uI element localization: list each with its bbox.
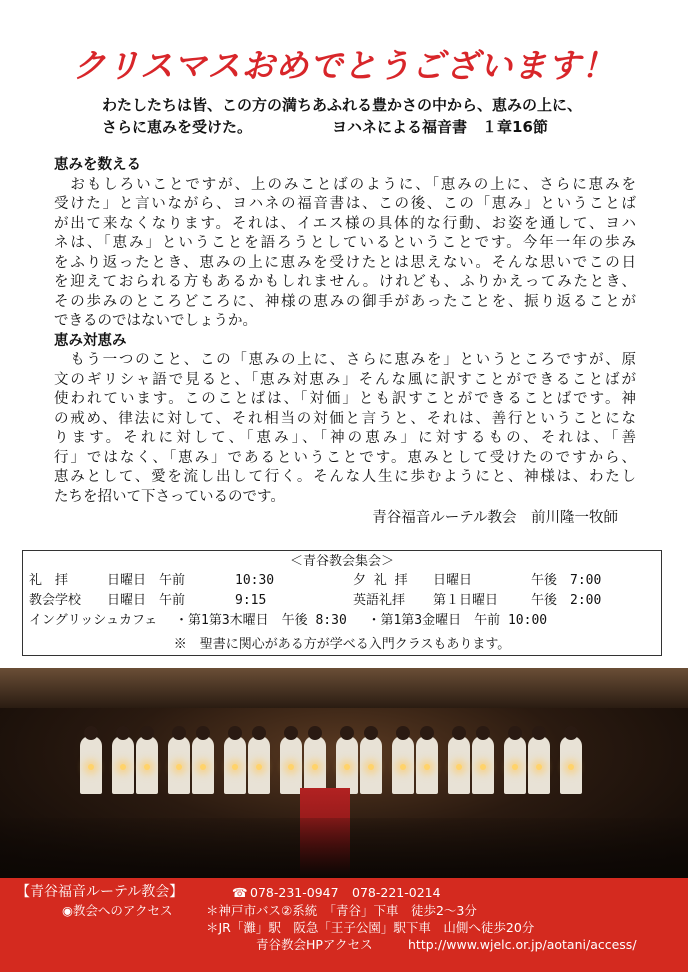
meeting-name: 教会学校 [29, 593, 82, 608]
singer-head [564, 726, 578, 740]
paragraph-line: をふり返ったとき、恵みの上に恵みを受けたとは思えない。そんな思いでこの日 [54, 254, 636, 271]
paragraph-line: の戒め、律法に対して、それ相当の対価と言うと、それは、善行ということにな [54, 410, 636, 427]
meeting-time: 9:15 [235, 593, 267, 608]
singer-head [396, 726, 410, 740]
candle-light [536, 764, 542, 770]
singer-head [228, 726, 242, 740]
paragraph-line: 使われています。このことばは、「対価」とも訳すことができることばです。神 [54, 391, 636, 407]
candle-light [256, 764, 262, 770]
singer-head [116, 726, 130, 740]
candle-light [120, 764, 126, 770]
paragraph-line: 恵みとして、愛を流し出して行く。そんな人生に歩むようにと、神様は、わたし [54, 469, 636, 485]
access-label: ◉教会へのアクセス [62, 903, 173, 918]
paragraph-line: を迎えておられる方もあるかもしれません。けれども、ふりかえってみたとき、 [54, 274, 636, 290]
singer-head [364, 726, 378, 740]
sermon-article [54, 156, 636, 529]
paragraph-line: おもしろいことですが、上のみことばのように、「恵みの上に、さらに恵みを [54, 176, 636, 193]
schedule-header: ＜青谷教会集会＞ [289, 554, 394, 569]
paragraph-line: ります。それに対して、「恵み」、「神の恵み」に対するもの、それは、「善 [54, 430, 636, 446]
choir-photo [0, 668, 688, 878]
paragraph-line: その歩みのところどころに、神様の恵みの御手があったことを、振り返ることが [54, 293, 636, 310]
schedule-row [29, 572, 601, 590]
schedule-row [29, 612, 547, 630]
schedule-note: ※ 聖書に関心がある方が学べる入門クラスもあります。 [173, 637, 511, 652]
singer-head [476, 726, 490, 740]
meeting-day: 日曜日 午前 [107, 593, 186, 608]
meeting-day: 日曜日 午前 [107, 573, 186, 588]
candle-light [200, 764, 206, 770]
section-heading-1: 恵みを数える [54, 157, 141, 173]
meeting-day: ・第1第3木曜日 午後 [175, 613, 308, 628]
singer-head [140, 726, 154, 740]
candle-light [568, 764, 574, 770]
candle-light [480, 764, 486, 770]
signature: 青谷福音ルーテル教会 前川隆一牧師 [372, 510, 618, 526]
meeting-day: ・第1第3金曜日 午前 [367, 613, 501, 628]
paragraph-line: 受けた」と言いながら、ヨハネの福音書は、この後、この「恵み」ということば [54, 196, 636, 212]
candle-light [232, 764, 238, 770]
candle-light [288, 764, 294, 770]
meeting-name: 礼 拝 [29, 573, 69, 588]
paragraph-1 [54, 176, 636, 332]
photo-ceiling [0, 668, 688, 708]
phone-number-1: 078-231-0947 [250, 885, 339, 900]
meeting-time: 午後 2:00 [531, 593, 602, 608]
verse-line-1: わたしたちは皆、この方の満ちあふれる豊かさの中から、恵みの上に、 [102, 96, 583, 114]
candle-light [368, 764, 374, 770]
bus-directions: ＊神戸市バス②系統 「青谷」下車 徒歩2～3分 [206, 903, 477, 918]
singer-head [420, 726, 434, 740]
candle-light [144, 764, 150, 770]
candle-light [400, 764, 406, 770]
candle-light [512, 764, 518, 770]
meeting-day: 第１日曜日 [433, 593, 499, 608]
paragraph-line: たちを招いて下さっているのです。 [54, 488, 285, 505]
schedule-row [29, 592, 601, 610]
candle-light [456, 764, 462, 770]
phone-icon: ☎ [232, 885, 248, 900]
paragraph-line: できるのではないでしょうか。 [54, 313, 257, 329]
photo-pews [0, 818, 688, 878]
candle-light [88, 764, 94, 770]
meeting-time: 午後 7:00 [531, 573, 602, 588]
meeting-time: 10:00 [507, 613, 548, 628]
verse-reference: ヨハネによる福音書 １章16節 [332, 118, 548, 136]
candle-light [312, 764, 318, 770]
meeting-day: 日曜日 [433, 573, 473, 588]
meeting-name: 英語礼拝 [353, 593, 406, 608]
paragraph-line: もう一つのこと、この「恵みの上に、さらに恵みを」というところですが、原 [54, 352, 636, 368]
meeting-name: 夕 礼 拝 [353, 573, 408, 588]
page-title: クリスマスおめでとうございます！ [72, 46, 616, 85]
paragraph-line: 文のギリシャ語で見ると、「恵み対恵み」そんな風に訳すことができることばが [54, 371, 636, 388]
bible-verse [102, 94, 662, 138]
singer-head [252, 726, 266, 740]
singer-head [340, 726, 354, 740]
singer-head [308, 726, 322, 740]
footer-church-name: 【青谷福音ルーテル教会】 [16, 884, 184, 900]
candle-light [344, 764, 350, 770]
train-directions: ＊JR「灘」駅 阪急「王子公園」駅下車 山側へ徒歩20分 [206, 920, 535, 935]
singer-head [84, 726, 98, 740]
paragraph-2 [54, 351, 636, 507]
meeting-time: 10:30 [235, 573, 275, 588]
homepage-url[interactable]: http://www.wjelc.or.jp/aotani/access/ [408, 937, 637, 952]
candle-light [424, 764, 430, 770]
singer-head [196, 726, 210, 740]
phone-number-2: 078-221-0214 [352, 885, 441, 900]
singer-head [284, 726, 298, 740]
verse-line-2-text: さらに恵みを受けた。 [102, 118, 253, 136]
meeting-schedule [22, 550, 662, 656]
singer-head [172, 726, 186, 740]
choir-group [80, 726, 600, 796]
meeting-time: 8:30 [315, 613, 347, 628]
meeting-name: イングリッシュカフェ [29, 613, 158, 628]
section-heading-2: 恵み対恵み [54, 332, 127, 349]
paragraph-line: が出て来なくなります。それは、イエス様の具体的な行動、お姿を通して、ヨハ [54, 215, 636, 232]
singer-head [508, 726, 522, 740]
candle-light [176, 764, 182, 770]
paragraph-line: 行」ではなく、「恵み」であるということです。恵みとして受けたのですから、 [54, 449, 636, 466]
paragraph-line: ネは、「恵み」ということを語ろうとしているということです。今年一年の歩み [54, 235, 636, 251]
singer-head [532, 726, 546, 740]
verse-line-2 [102, 116, 662, 138]
footer [0, 878, 688, 972]
homepage-label: 青谷教会HPアクセス [256, 937, 373, 952]
singer-head [452, 726, 466, 740]
